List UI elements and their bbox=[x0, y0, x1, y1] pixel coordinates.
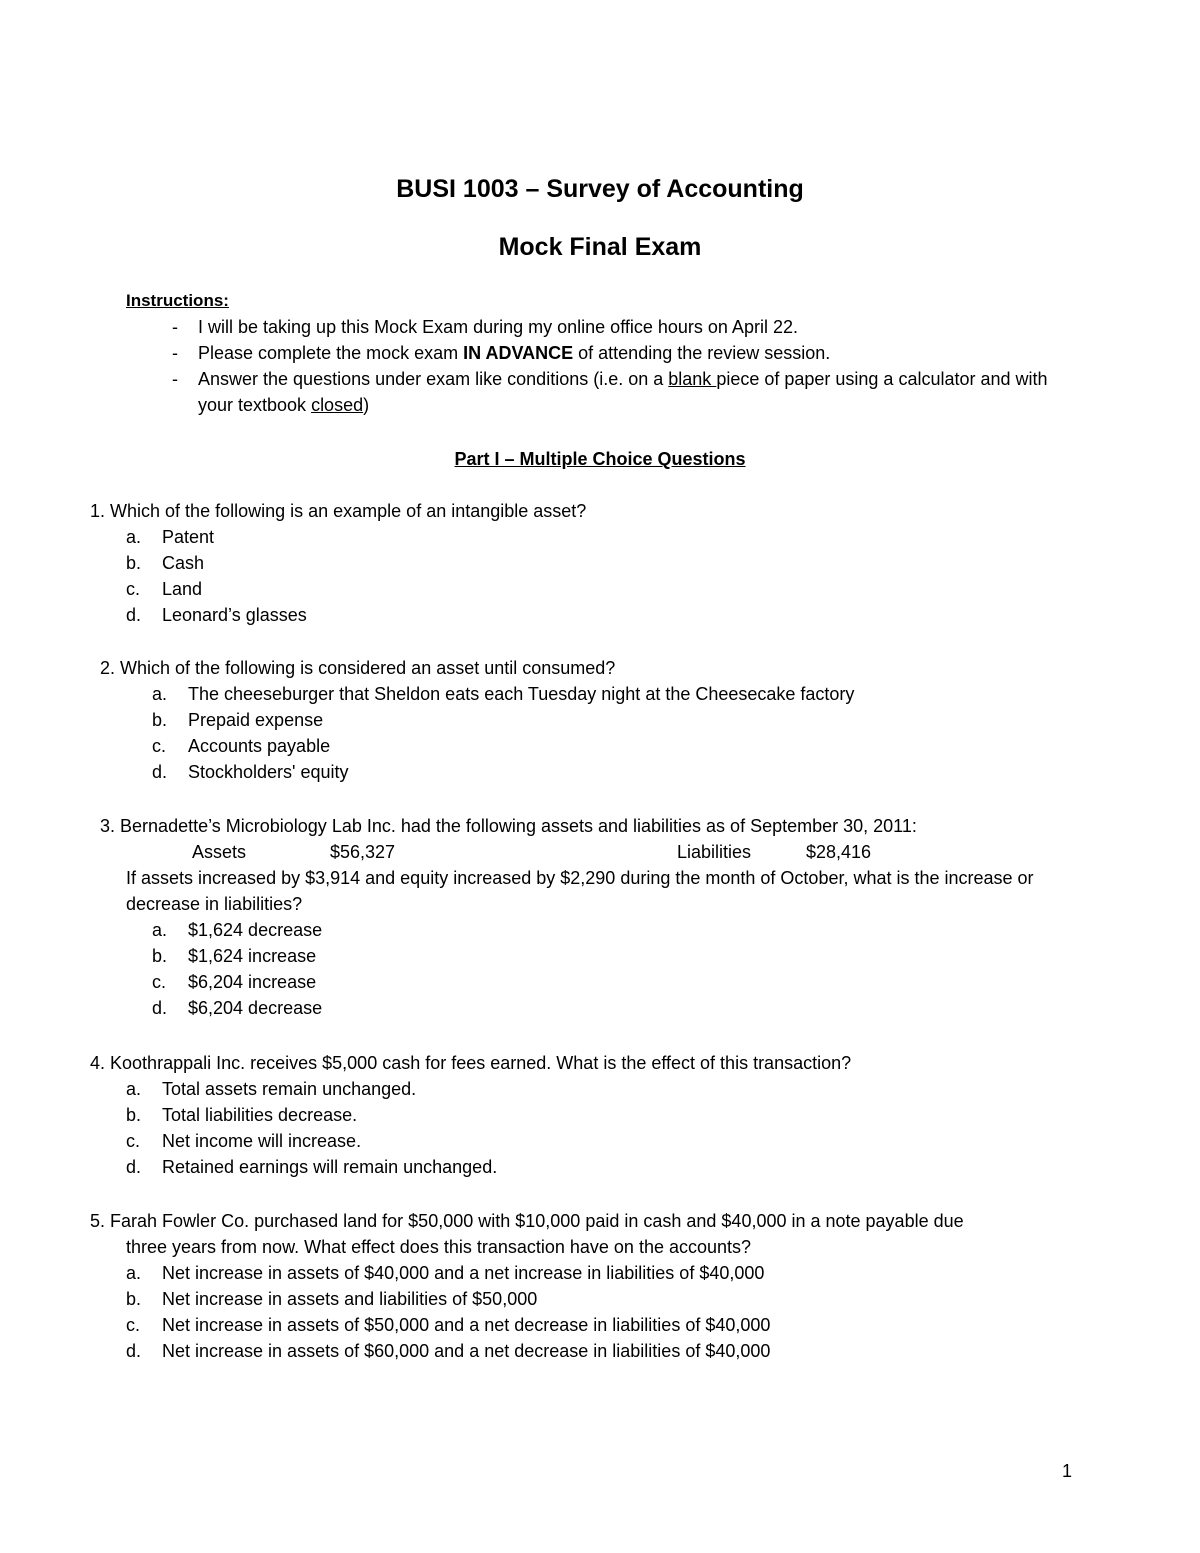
instruction-underline: blank bbox=[668, 369, 717, 389]
option-letter: a. bbox=[152, 684, 168, 704]
option-list bbox=[90, 1260, 1100, 1364]
question-number: 4. bbox=[90, 1053, 106, 1073]
option-item bbox=[126, 1128, 1100, 1154]
option-text: Net increase in assets of $50,000 and a net decrease in liabilities of $40,000 bbox=[162, 1315, 771, 1335]
option-item bbox=[126, 1260, 1100, 1286]
option-text: Retained earnings will remain unchanged. bbox=[162, 1157, 498, 1177]
question-number: 1. bbox=[90, 501, 106, 521]
assets-value: $56,327 bbox=[330, 842, 396, 862]
option-letter: b. bbox=[126, 553, 142, 573]
liabilities-label: Liabilities bbox=[677, 842, 752, 862]
option-list bbox=[126, 917, 1110, 1021]
option-item bbox=[126, 550, 1100, 576]
option-letter: c. bbox=[152, 972, 167, 992]
option-item bbox=[152, 707, 1110, 733]
option-letter: a. bbox=[152, 920, 168, 940]
option-text: $1,624 increase bbox=[188, 946, 317, 966]
document-title: BUSI 1003 – Survey of Accounting bbox=[396, 175, 804, 203]
option-item bbox=[126, 1102, 1100, 1128]
document-subtitle: Mock Final Exam bbox=[498, 233, 702, 261]
question-4 bbox=[90, 1050, 1100, 1180]
question-number: 3. bbox=[100, 816, 116, 836]
question-2 bbox=[100, 655, 1110, 785]
option-text: Accounts payable bbox=[188, 736, 331, 756]
option-letter: d. bbox=[126, 1341, 142, 1361]
option-text: Net increase in assets and liabilities of $50,000 bbox=[162, 1289, 538, 1309]
option-letter: d. bbox=[152, 998, 168, 1018]
option-letter: d. bbox=[126, 605, 142, 625]
option-text: Total liabilities decrease. bbox=[162, 1105, 358, 1125]
question-text: Bernadette’s Microbiology Lab Inc. had the following assets and liabilities as of September 30, 2011: bbox=[120, 816, 917, 836]
question-stem bbox=[90, 498, 1100, 524]
liabilities-value: $28,416 bbox=[806, 842, 872, 862]
option-letter: a. bbox=[126, 1079, 142, 1099]
instructions-heading: Instructions: bbox=[126, 291, 229, 310]
option-item bbox=[126, 1312, 1100, 1338]
option-letter: b. bbox=[152, 946, 168, 966]
question-stem bbox=[100, 813, 1110, 839]
question-text-continued: If assets increased by $3,914 and equity increased by $2,290 during the month of October, what is the increase or decrease in liabilities? bbox=[126, 868, 1034, 914]
option-text: $6,204 decrease bbox=[188, 998, 323, 1018]
instruction-text: Please complete the mock exam bbox=[198, 343, 464, 363]
option-item bbox=[126, 524, 1100, 550]
question-number: 5. bbox=[90, 1211, 106, 1231]
option-item bbox=[126, 1154, 1100, 1180]
option-letter: a. bbox=[126, 527, 142, 547]
question-5 bbox=[90, 1208, 1100, 1364]
list-dash: - bbox=[172, 369, 178, 389]
option-letter: d. bbox=[152, 762, 168, 782]
option-item bbox=[126, 1338, 1100, 1364]
assets-label: Assets bbox=[192, 842, 247, 862]
option-text: Leonard’s glasses bbox=[162, 605, 307, 625]
instruction-underline: closed bbox=[311, 395, 364, 415]
option-text: Net increase in assets of $40,000 and a net increase in liabilities of $40,000 bbox=[162, 1263, 765, 1283]
question-text-continued: three years from now. What effect does this transaction have on the accounts? bbox=[126, 1237, 752, 1257]
page-number: 1 bbox=[1061, 1461, 1072, 1481]
instruction-item bbox=[172, 314, 1072, 340]
option-item bbox=[152, 733, 1110, 759]
option-text: $6,204 increase bbox=[188, 972, 317, 992]
question-3 bbox=[100, 813, 1110, 1021]
question-stem bbox=[90, 1050, 1100, 1076]
option-text: Net income will increase. bbox=[162, 1131, 362, 1151]
option-text: Total assets remain unchanged. bbox=[162, 1079, 417, 1099]
option-item bbox=[152, 943, 1110, 969]
option-list bbox=[90, 1076, 1100, 1180]
option-item bbox=[152, 681, 1110, 707]
option-text: Net increase in assets of $60,000 and a net decrease in liabilities of $40,000 bbox=[162, 1341, 771, 1361]
option-list bbox=[126, 681, 1110, 785]
option-letter: d. bbox=[126, 1157, 142, 1177]
question-text: Which of the following is an example of an intangible asset? bbox=[110, 501, 587, 521]
option-item bbox=[152, 969, 1110, 995]
option-text: Stockholders' equity bbox=[188, 762, 349, 782]
option-item bbox=[126, 1076, 1100, 1102]
option-letter: c. bbox=[126, 579, 141, 599]
option-letter: b. bbox=[126, 1105, 142, 1125]
option-list bbox=[90, 524, 1100, 628]
instruction-item bbox=[172, 366, 1072, 418]
list-dash: - bbox=[172, 343, 178, 363]
instruction-text: I will be taking up this Mock Exam during my online office hours on April 22. bbox=[198, 317, 798, 337]
option-letter: c. bbox=[126, 1131, 141, 1151]
instruction-text: of attending the review session. bbox=[573, 343, 831, 363]
option-text: Land bbox=[162, 579, 203, 599]
question-text: Which of the following is considered an asset until consumed? bbox=[120, 658, 616, 678]
assets-liabilities-row bbox=[126, 839, 1110, 865]
option-letter: c. bbox=[126, 1315, 141, 1335]
option-item bbox=[152, 759, 1110, 785]
question-1 bbox=[90, 498, 1100, 628]
option-text: Prepaid expense bbox=[188, 710, 324, 730]
option-item bbox=[152, 995, 1110, 1021]
option-letter: c. bbox=[152, 736, 167, 756]
instruction-text: ) bbox=[363, 395, 370, 415]
option-letter: b. bbox=[152, 710, 168, 730]
instruction-text: piece of paper using a calculator and with your textbook bbox=[198, 369, 1048, 415]
instruction-emphasis: IN ADVANCE bbox=[463, 343, 574, 363]
question-stem bbox=[100, 655, 1110, 681]
option-item bbox=[152, 917, 1110, 943]
option-item bbox=[126, 1286, 1100, 1312]
question-text: Koothrappali Inc. receives $5,000 cash for fees earned. What is the effect of this transaction? bbox=[110, 1053, 852, 1073]
instruction-item bbox=[172, 340, 1072, 366]
option-text: The cheeseburger that Sheldon eats each Tuesday night at the Cheesecake factory bbox=[188, 684, 855, 704]
option-letter: a. bbox=[126, 1263, 142, 1283]
question-number: 2. bbox=[100, 658, 116, 678]
option-item bbox=[126, 576, 1100, 602]
instruction-text: Answer the questions under exam like conditions (i.e. on a bbox=[198, 369, 669, 389]
option-text: Patent bbox=[162, 527, 215, 547]
question-stem bbox=[90, 1208, 1100, 1234]
question-text: Farah Fowler Co. purchased land for $50,000 with $10,000 paid in cash and $40,000 in a note payable due bbox=[110, 1211, 964, 1231]
list-dash: - bbox=[172, 317, 178, 337]
option-item bbox=[126, 602, 1100, 628]
instructions-list bbox=[172, 314, 1072, 418]
option-letter: b. bbox=[126, 1289, 142, 1309]
part-heading: Part I – Multiple Choice Questions bbox=[454, 449, 746, 469]
option-text: Cash bbox=[162, 553, 205, 573]
option-text: $1,624 decrease bbox=[188, 920, 323, 940]
